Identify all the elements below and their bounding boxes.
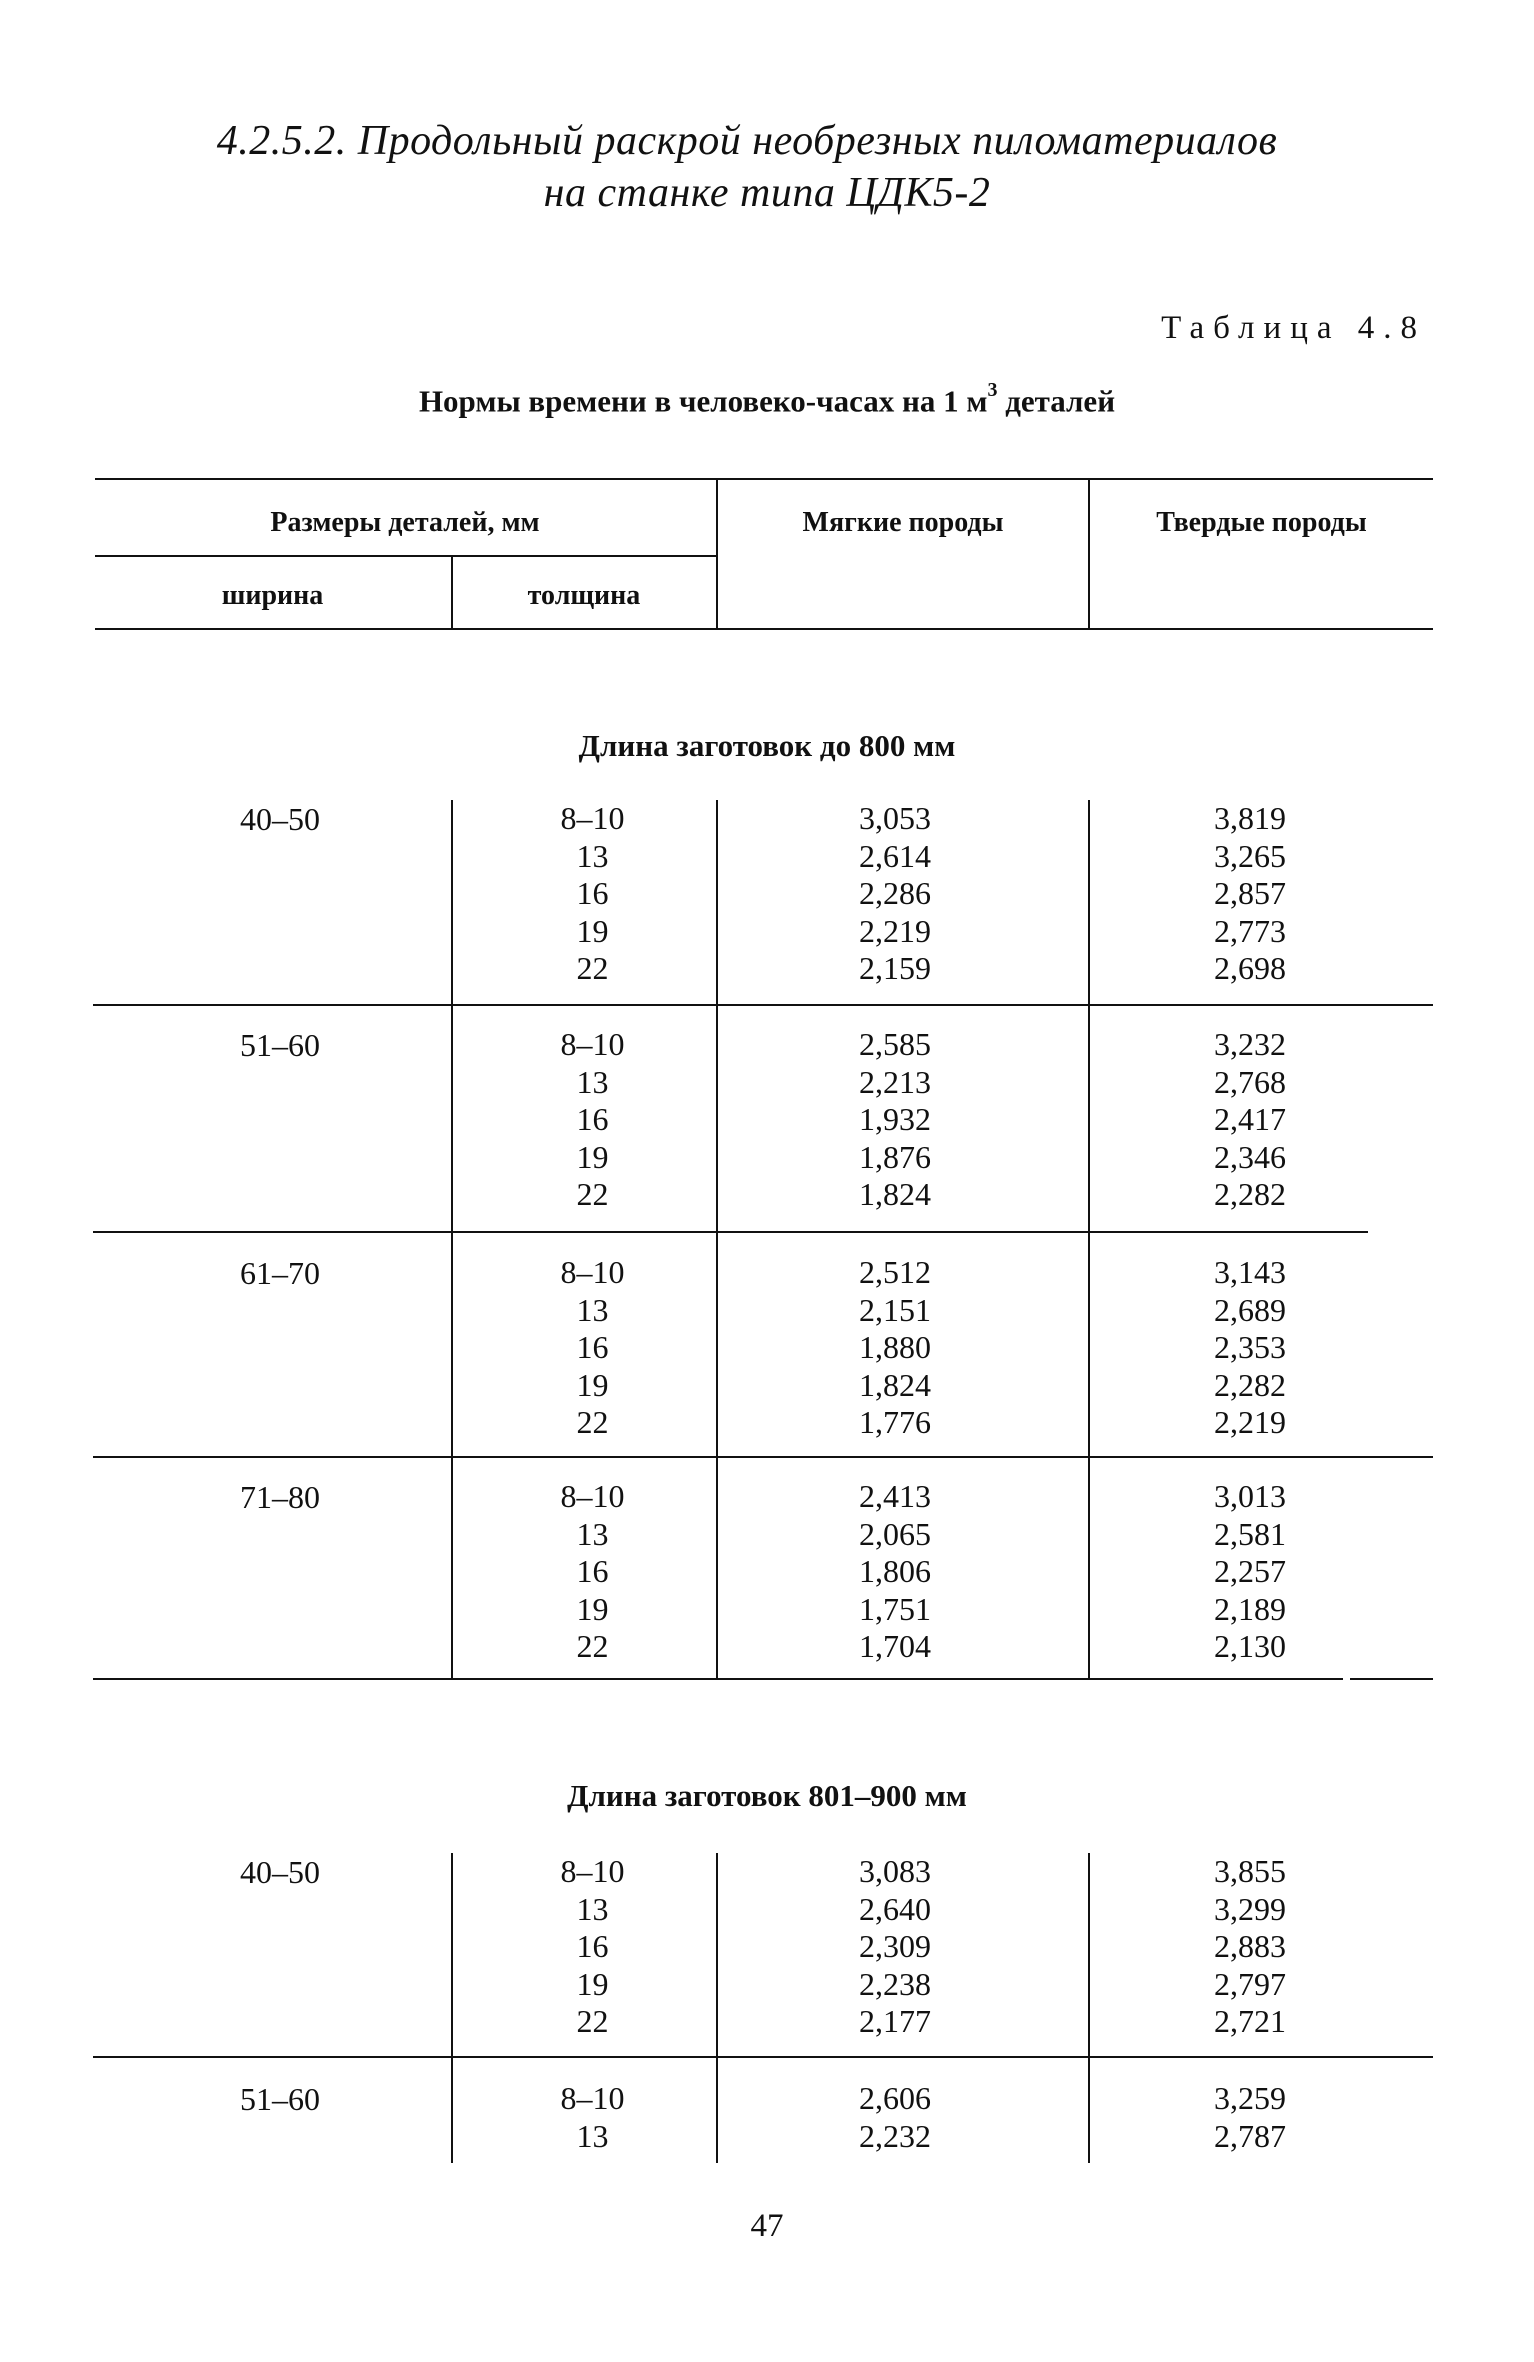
soft-column: [760, 2080, 1030, 2155]
cell-hard: 2,689: [1214, 1291, 1286, 1328]
cell-thickness: 8–10: [560, 1853, 625, 1889]
header-mid-rule: [95, 555, 717, 557]
cell-thickness: 22: [576, 1404, 609, 1441]
header-sizes: Размеры деталей, мм: [270, 507, 540, 538]
cell-hard: 2,282: [1214, 1366, 1286, 1403]
cell-hard: 2,721: [1214, 2003, 1286, 2040]
cell-thickness: 19: [576, 1965, 609, 2002]
cell-soft: 2,614: [859, 837, 931, 874]
cell-hard: 2,773: [1214, 912, 1286, 949]
cell-thickness: 8–10: [560, 1026, 625, 1062]
cell-soft: 1,776: [859, 1404, 931, 1441]
cell-thickness: 8–10: [560, 1254, 625, 1290]
header-hard: Твердые породы: [1156, 507, 1367, 538]
cell-hard: 2,857: [1214, 875, 1286, 912]
cell-soft: 1,824: [859, 1176, 931, 1213]
cell-hard: 2,883: [1214, 1928, 1286, 1965]
cell-thickness: 8–10: [560, 2080, 625, 2116]
thickness-column: [460, 1853, 725, 2041]
soft-column: [760, 1254, 1030, 1442]
cell-thickness: 22: [576, 1628, 609, 1665]
cell-soft: 2,232: [859, 2117, 931, 2154]
column-rule: [716, 800, 718, 1680]
cell-thickness: 8–10: [560, 800, 625, 836]
cell-soft: 3,053: [859, 800, 931, 836]
cell-width: 40–50: [240, 801, 320, 837]
thickness-column: [460, 800, 725, 988]
group-rule: [93, 2056, 1433, 2058]
section-title-1: Длина заготовок до 800 мм: [578, 728, 956, 763]
cell-hard: 2,346: [1214, 1138, 1286, 1175]
cell-thickness: 16: [576, 1553, 609, 1590]
cell-soft: 1,932: [859, 1101, 931, 1138]
thickness-column: [460, 1026, 725, 1214]
section-heading-line1: 4.2.5.2. Продольный раскрой необрезных пиломатериалов: [216, 118, 1278, 164]
cell-thickness: 13: [576, 2117, 609, 2154]
cell-hard: 2,698: [1214, 950, 1286, 987]
cell-soft: 2,219: [859, 912, 931, 949]
cell-soft: 2,177: [859, 2003, 931, 2040]
cell-thickness: 13: [576, 837, 609, 874]
cell-hard: 3,265: [1214, 837, 1286, 874]
cell-thickness: 16: [576, 1101, 609, 1138]
hard-column: [1115, 1853, 1385, 2041]
cell-hard: 2,282: [1214, 1176, 1286, 1213]
cell-soft: 3,083: [859, 1853, 931, 1889]
group-rule: [93, 1456, 1433, 1458]
cell-soft: 2,413: [859, 1478, 931, 1514]
soft-column: [760, 800, 1030, 988]
cell-hard: 2,581: [1214, 1515, 1286, 1552]
cell-soft: 2,640: [859, 1890, 931, 1927]
cell-thickness: 16: [576, 1329, 609, 1366]
cell-thickness: 13: [576, 1515, 609, 1552]
group-rule: [93, 1231, 1368, 1233]
hard-column: [1115, 1478, 1385, 1666]
page-number: 47: [750, 2208, 784, 2244]
caption-suffix: деталей: [997, 383, 1116, 419]
cell-soft: 1,876: [859, 1138, 931, 1175]
cell-hard: 3,143: [1214, 1254, 1286, 1290]
cell-hard: 3,013: [1214, 1478, 1286, 1514]
cell-hard: 3,259: [1214, 2080, 1286, 2116]
cell-soft: 2,286: [859, 875, 931, 912]
hard-column: [1115, 1254, 1385, 1442]
cell-width: 51–60: [240, 1027, 320, 1063]
cell-hard: 2,257: [1214, 1553, 1286, 1590]
cell-thickness: 16: [576, 1928, 609, 1965]
cell-thickness: 13: [576, 1063, 609, 1100]
cell-width: 71–80: [240, 1479, 320, 1515]
cell-thickness: 16: [576, 875, 609, 912]
cell-hard: 2,787: [1214, 2117, 1286, 2154]
cell-soft: 2,585: [859, 1026, 931, 1062]
cell-soft: 2,309: [859, 1928, 931, 1965]
cell-thickness: 22: [576, 1176, 609, 1213]
cell-hard: 2,219: [1214, 1404, 1286, 1441]
cell-thickness: 19: [576, 1138, 609, 1175]
header-divider-soft: [716, 478, 718, 630]
thickness-column: [460, 2080, 725, 2155]
table-label: Таблица 4.8: [1161, 310, 1426, 346]
hard-column: [1115, 1026, 1385, 1214]
section-end-rule-tail: [1350, 1678, 1433, 1680]
column-rule: [716, 1853, 718, 2163]
soft-column: [760, 1026, 1030, 1214]
cell-soft: 1,806: [859, 1553, 931, 1590]
section-heading: [0, 115, 1534, 219]
cell-thickness: 22: [576, 950, 609, 987]
soft-column: [760, 1478, 1030, 1666]
cell-thickness: 13: [576, 1890, 609, 1927]
hard-column: [1115, 2080, 1385, 2155]
column-rule: [1088, 800, 1090, 1680]
cell-thickness: 13: [576, 1291, 609, 1328]
cell-thickness: 19: [576, 1366, 609, 1403]
cell-width: 40–50: [240, 1854, 320, 1890]
cell-soft: 2,238: [859, 1965, 931, 2002]
soft-column: [760, 1853, 1030, 2041]
cell-hard: 2,189: [1214, 1590, 1286, 1627]
cell-thickness: 19: [576, 1590, 609, 1627]
cell-soft: 2,606: [859, 2080, 931, 2116]
section-end-rule: [93, 1678, 1343, 1680]
cell-soft: 2,512: [859, 1254, 931, 1290]
cell-soft: 1,824: [859, 1366, 931, 1403]
cell-hard: 2,797: [1214, 1965, 1286, 2002]
thickness-column: [460, 1254, 725, 1442]
header-divider-hard: [1088, 478, 1090, 630]
column-rule: [451, 1853, 453, 2163]
cell-soft: 1,751: [859, 1590, 931, 1627]
group-rule: [93, 1004, 1433, 1006]
cell-hard: 3,819: [1214, 800, 1286, 836]
header-top-rule: [95, 478, 1433, 480]
cell-soft: 1,704: [859, 1628, 931, 1665]
thickness-column: [460, 1478, 725, 1666]
caption-superscript: 3: [987, 379, 998, 401]
cell-hard: 3,299: [1214, 1890, 1286, 1927]
cell-soft: 2,065: [859, 1515, 931, 1552]
cell-hard: 2,768: [1214, 1063, 1286, 1100]
cell-hard: 3,232: [1214, 1026, 1286, 1062]
header-width: ширина: [221, 580, 324, 611]
cell-width: 61–70: [240, 1255, 320, 1291]
cell-thickness: 22: [576, 2003, 609, 2040]
header-thickness: толщина: [527, 580, 641, 611]
caption-text: Нормы времени в человеко-часах на 1 м: [418, 383, 988, 419]
table-caption: [0, 379, 1534, 419]
cell-soft: 2,213: [859, 1063, 931, 1100]
hard-column: [1115, 800, 1385, 988]
column-rule: [451, 800, 453, 1680]
header-bottom-rule: [95, 628, 1433, 630]
cell-hard: 2,353: [1214, 1329, 1286, 1366]
section-title-2: Длина заготовок 801–900 мм: [567, 1778, 967, 1813]
cell-hard: 3,855: [1214, 1853, 1286, 1889]
column-rule: [1088, 1853, 1090, 2163]
header-soft: Мягкие породы: [802, 507, 1004, 538]
cell-width: 51–60: [240, 2081, 320, 2117]
cell-soft: 2,159: [859, 950, 931, 987]
cell-thickness: 19: [576, 912, 609, 949]
cell-hard: 2,130: [1214, 1628, 1286, 1665]
cell-thickness: 8–10: [560, 1478, 625, 1514]
cell-soft: 2,151: [859, 1291, 931, 1328]
section-heading-line2: на станке типа ЦДК5-2: [543, 170, 991, 216]
cell-soft: 1,880: [859, 1329, 931, 1366]
cell-hard: 2,417: [1214, 1101, 1286, 1138]
